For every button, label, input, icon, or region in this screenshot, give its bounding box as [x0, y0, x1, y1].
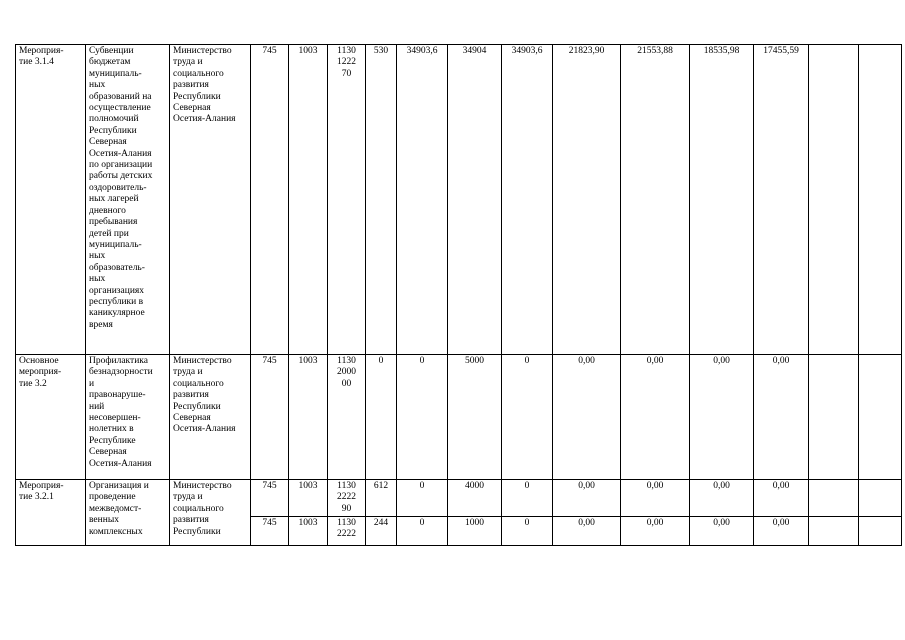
activity-code: Мероприя- тие 3.1.4: [16, 45, 86, 355]
value-cell: 0: [502, 517, 553, 546]
budget-table: [15, 44, 902, 546]
rzpr-cell: 1003: [289, 517, 328, 546]
value-cell: 0: [502, 480, 553, 517]
value-cell: 0,00: [553, 480, 621, 517]
grbs-cell: 745: [251, 480, 289, 517]
grbs-cell: 745: [251, 517, 289, 546]
value-cell: 0,00: [690, 480, 754, 517]
grbs-cell: 745: [251, 355, 289, 480]
value-cell: [809, 45, 859, 355]
value-cell: 0,00: [690, 517, 754, 546]
rzpr-cell: 1003: [289, 355, 328, 480]
value-cell: 0,00: [690, 355, 754, 480]
value-cell: 21553,88: [621, 45, 690, 355]
value-cell: [859, 480, 902, 517]
rzpr-cell: 1003: [289, 480, 328, 517]
value-cell: 4000: [448, 480, 502, 517]
value-cell: 0,00: [754, 480, 809, 517]
activity-description: Субвенции бюджетам муниципаль- ных образований на осуществление полномочий Республики Северная Осетия-Алания по организации работы детских оздоровитель- ных лагерей дневного пребывания детей при муниципаль- ных образователь- ных организациях республики в каникулярное время: [86, 45, 170, 355]
value-cell: [859, 517, 902, 546]
table-row: [16, 45, 902, 355]
value-cell: 0: [397, 480, 448, 517]
csr-cell: 1130 2000 00: [328, 355, 366, 480]
csr-cell: 1130 2222: [328, 517, 366, 546]
value-cell: [859, 45, 902, 355]
value-cell: 0,00: [553, 355, 621, 480]
rzpr-cell: 1003: [289, 45, 328, 355]
value-cell: 0,00: [621, 517, 690, 546]
csr-cell: 1130 2222 90: [328, 480, 366, 517]
grbs-cell: 745: [251, 45, 289, 355]
activity-executor: Министерство труда и социального развития Республики Северная Осетия-Алания: [170, 355, 251, 480]
value-cell: [809, 517, 859, 546]
activity-code: Мероприя- тие 3.2.1: [16, 480, 86, 546]
activity-code: Основное мероприя- тие 3.2: [16, 355, 86, 480]
activity-executor: Министерство труда и социального развития Республики Северная Осетия-Алания: [170, 45, 251, 355]
value-cell: 34903,6: [502, 45, 553, 355]
value-cell: [809, 355, 859, 480]
csr-cell: 1130 1222 70: [328, 45, 366, 355]
value-cell: [809, 480, 859, 517]
value-cell: 17455,59: [754, 45, 809, 355]
value-cell: 0,00: [553, 517, 621, 546]
activity-executor: Министерство труда и социального развития Республики: [170, 480, 251, 546]
vr-cell: 244: [366, 517, 397, 546]
activity-description: Организация и проведение межведомст- венных комплексных: [86, 480, 170, 546]
value-cell: 0,00: [754, 355, 809, 480]
value-cell: 0: [502, 355, 553, 480]
value-cell: 0,00: [754, 517, 809, 546]
value-cell: 34904: [448, 45, 502, 355]
vr-cell: 530: [366, 45, 397, 355]
value-cell: 34903,6: [397, 45, 448, 355]
value-cell: 5000: [448, 355, 502, 480]
vr-cell: 612: [366, 480, 397, 517]
activity-description: Профилактика безнадзорности и правонаруше- ний несовершен- нолетних в Республике Северная Осетия-Алания: [86, 355, 170, 480]
value-cell: 21823,90: [553, 45, 621, 355]
value-cell: 0,00: [621, 355, 690, 480]
value-cell: 0,00: [621, 480, 690, 517]
value-cell: [859, 355, 902, 480]
table-row: [16, 355, 902, 480]
value-cell: 0: [397, 517, 448, 546]
value-cell: 1000: [448, 517, 502, 546]
value-cell: 18535,98: [690, 45, 754, 355]
value-cell: 0: [397, 355, 448, 480]
vr-cell: 0: [366, 355, 397, 480]
table-row: [16, 480, 902, 517]
